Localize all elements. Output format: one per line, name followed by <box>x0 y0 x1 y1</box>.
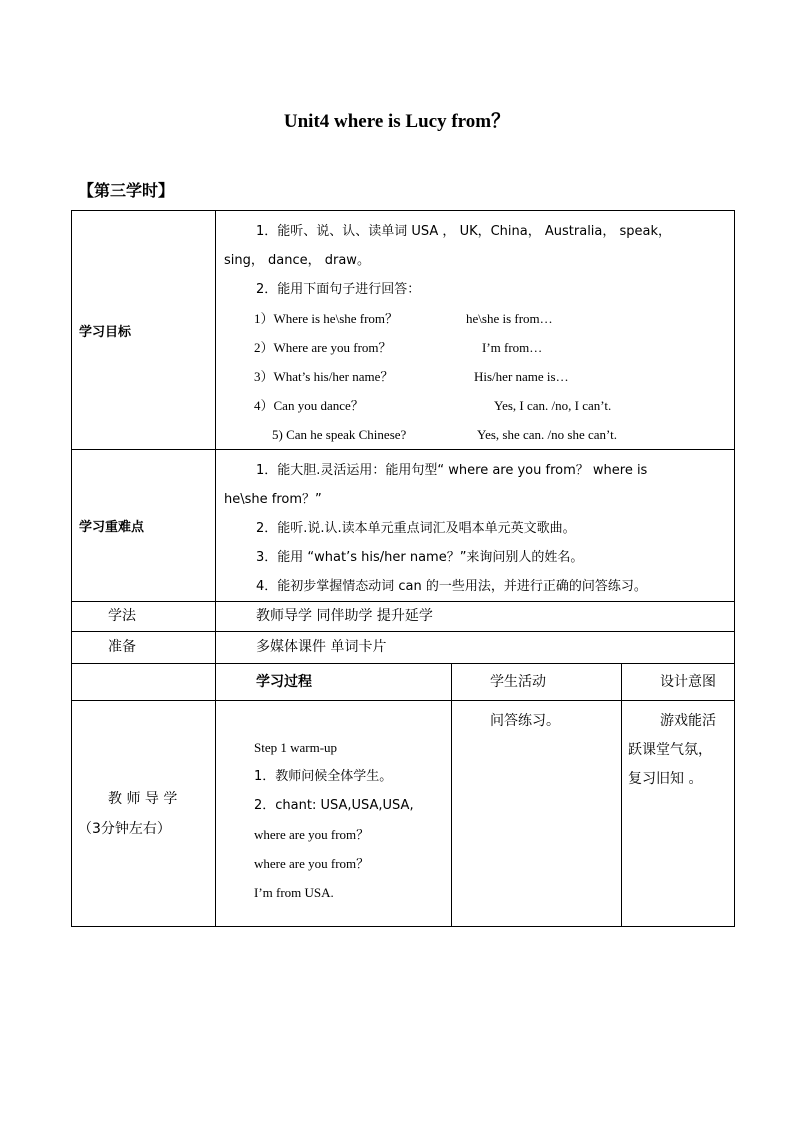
document-title: Unit4 where is Lucy from？ <box>283 111 511 132</box>
goals-line-2: 2．能用下面句子进行回答： <box>256 282 421 297</box>
stage-label <box>72 701 216 927</box>
lesson-plan-table <box>71 210 735 927</box>
goals-q3: 3）What’s his/her name？ <box>254 369 394 384</box>
key-points-line-1b: he\she from？” <box>224 492 322 507</box>
process-line: where are you from？ <box>254 856 370 871</box>
section-label: 【第三学时】 <box>78 181 175 200</box>
process-line: 2．chant: USA,USA,USA, <box>254 798 414 813</box>
process-header: 学习过程 <box>216 664 452 701</box>
stage-row <box>72 701 735 927</box>
goals-q4: 4）Can you dance？ <box>254 398 364 413</box>
intent-line: 游戏能活 <box>660 713 716 729</box>
key-points-label: 学习重难点 <box>72 450 216 602</box>
process-line: Step 1 warm-up <box>254 740 338 755</box>
method-row <box>72 602 735 632</box>
intent-header: 设计意图 <box>622 664 735 701</box>
goals-a1: he\she is from… <box>466 311 553 326</box>
goals-line-1a: 1．能听、说、认、读单词 USA ， UK，China， Australia， speak， <box>256 224 672 239</box>
key-points-line-2: 2．能听.说.认.读本单元重点词汇及唱本单元英文歌曲。 <box>256 521 576 536</box>
goals-qa-5 <box>224 420 724 449</box>
intent-line: 跃课堂气氛， <box>628 742 712 758</box>
goals-a3: His/her name is… <box>474 369 569 384</box>
activity-content: 问答练习。 <box>452 701 622 927</box>
key-points-content <box>216 450 735 602</box>
key-points-line-3: 3．能用 “what’s his/her name？”来询问别人的姓名。 <box>256 550 584 565</box>
goals-content <box>216 211 735 450</box>
goals-q1: 1）Where is he\she from？ <box>254 311 399 326</box>
process-content <box>216 701 452 927</box>
goals-qa-1 <box>224 304 724 333</box>
activity-header: 学生活动 <box>452 664 622 701</box>
process-header-row <box>72 664 735 701</box>
intent-line: 复习旧知 。 <box>628 771 703 787</box>
intent-content <box>622 701 735 927</box>
prep-label: 准备 <box>72 632 216 664</box>
goals-a2: I’m from… <box>482 340 543 355</box>
goals-qa-3 <box>224 362 724 391</box>
goals-q5: 5) Can he speak Chinese? <box>272 427 407 442</box>
goals-qa-2 <box>224 333 724 362</box>
method-label: 学法 <box>72 602 216 632</box>
goals-q2: 2）Where are you from？ <box>254 340 392 355</box>
process-line: 1．教师问候全体学生。 <box>254 769 393 784</box>
key-points-line-4: 4．能初步掌握情态动词 can 的一些用法，并进行正确的问答练习。 <box>256 579 647 594</box>
stage-label-line-2: （3分钟左右） <box>78 820 171 837</box>
goals-row <box>72 211 735 450</box>
goals-a5: Yes, she can. /no she can’t. <box>477 427 617 442</box>
goals-a4: Yes, I can. /no, I can’t. <box>494 398 612 413</box>
method-value: 教师导学 同伴助学 提升延学 <box>216 602 735 632</box>
key-points-line-1a: 1．能大胆.灵活运用：能用句型“ where are you from？ where is <box>256 463 648 478</box>
prep-value: 多媒体课件 单词卡片 <box>216 632 735 664</box>
prep-row <box>72 632 735 664</box>
process-line: I’m from USA. <box>254 885 334 900</box>
goals-label: 学习目标 <box>72 211 216 450</box>
goals-qa-4 <box>224 391 724 420</box>
empty-header-cell <box>72 664 216 701</box>
goals-line-1b: sing， dance， draw。 <box>224 253 370 268</box>
process-line: where are you from？ <box>254 827 370 842</box>
stage-label-line-1: 教 师 导 学 <box>108 790 178 807</box>
key-points-row <box>72 450 735 602</box>
